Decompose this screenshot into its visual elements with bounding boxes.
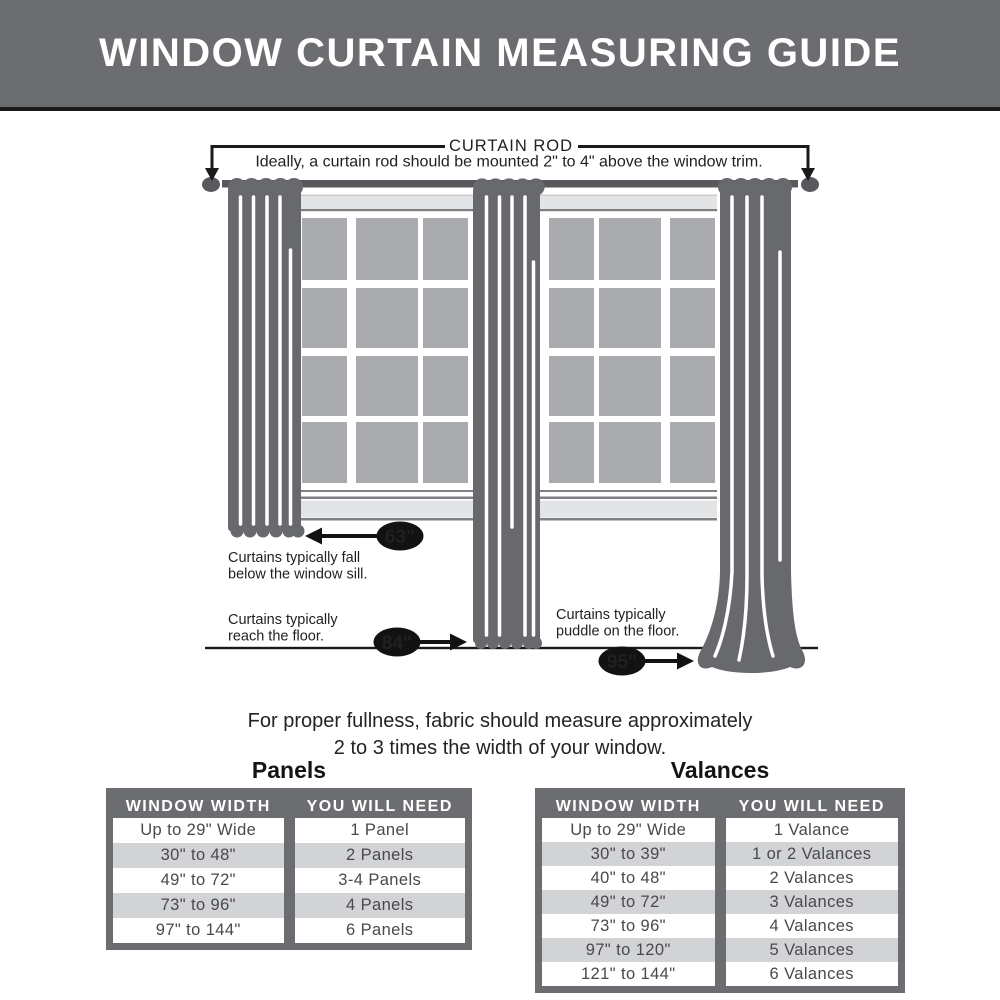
measurement-value: 63" (384, 527, 416, 548)
table-cell-window-width: 30" to 48" (113, 843, 284, 868)
column-header-you-will-need: YOU WILL NEED (738, 797, 885, 815)
table-cell-need: 1 or 2 Valances (726, 842, 899, 866)
fullness-note-line2: 2 to 3 times the width of your window. (333, 737, 667, 759)
panels-table-section (106, 757, 472, 950)
header-banner (0, 0, 1000, 111)
measurement-value: 95" (606, 652, 638, 673)
measurement-value: 84" (381, 633, 413, 654)
column-header-you-will-need: YOU WILL NEED (306, 797, 453, 815)
measurement-95 (599, 647, 695, 676)
table-cell-need: 1 Valance (726, 818, 899, 842)
rod-finial-right (801, 177, 819, 192)
table-cell-need: 6 Valances (726, 962, 899, 986)
sill-caption-line2: below the window sill. (228, 566, 368, 583)
page-title: WINDOW CURTAIN MEASURING GUIDE (99, 31, 901, 75)
fullness-note-line1: For proper fullness, fabric should measure approximately (247, 710, 753, 732)
panels-table (106, 788, 472, 950)
table-cell-window-width: 97" to 120" (542, 938, 715, 962)
table-cell-need: 3 Valances (726, 890, 899, 914)
table-cell-need: 4 Panels (295, 893, 466, 918)
table-cell-window-width: 97" to 144" (113, 918, 284, 943)
table-cell-window-width: 40" to 48" (542, 866, 715, 890)
table-cell-need: 4 Valances (726, 914, 899, 938)
puddle-caption-line1: Curtains typically (556, 607, 666, 623)
floor-caption-line1: Curtains typically (228, 612, 338, 628)
table-cell-need: 2 Valances (726, 866, 899, 890)
fullness-note (0, 708, 1000, 762)
curtain-center (473, 178, 545, 649)
measurement-84 (374, 628, 468, 657)
sill-caption-line1: Curtains typically fall (228, 550, 361, 566)
window-curtain-diagram (0, 111, 1000, 700)
table-cell-need: 3-4 Panels (295, 868, 466, 893)
left-arrow-icon (305, 528, 322, 545)
table-cell-window-width: 30" to 39" (542, 842, 715, 866)
rod-note: Ideally, a curtain rod should be mounted 2" to 4" above the window trim. (255, 153, 763, 171)
measurement-63 (305, 522, 424, 551)
table-cell-window-width: 121" to 144" (542, 962, 715, 986)
table-cell-need: 5 Valances (726, 938, 899, 962)
table-cell-window-width: 73" to 96" (113, 893, 284, 918)
table-cell-need: 6 Panels (295, 918, 466, 943)
panels-table-title: Panels (251, 757, 327, 783)
floor-caption-line2: reach the floor. (228, 628, 324, 645)
valances-table-section (535, 757, 905, 993)
table-cell-need: 1 Panel (295, 818, 466, 843)
rod-finial-left (202, 177, 220, 192)
puddle-caption-line2: puddle on the floor. (556, 623, 680, 640)
valances-table-title: Valances (670, 757, 770, 783)
table-cell-window-width: 73" to 96" (542, 914, 715, 938)
curtain-left (228, 178, 305, 538)
table-cell-window-width: Up to 29" Wide (542, 818, 715, 842)
table-cell-window-width: Up to 29" Wide (113, 818, 284, 843)
valances-table (535, 788, 905, 993)
table-cell-window-width: 49" to 72" (113, 868, 284, 893)
table-cell-window-width: 49" to 72" (542, 890, 715, 914)
column-header-window-width: WINDOW WIDTH (125, 797, 271, 815)
right-arrow-icon (677, 653, 694, 670)
rod-label: CURTAIN ROD (448, 137, 574, 155)
table-cell-need: 2 Panels (295, 843, 466, 868)
column-header-window-width: WINDOW WIDTH (555, 797, 701, 815)
